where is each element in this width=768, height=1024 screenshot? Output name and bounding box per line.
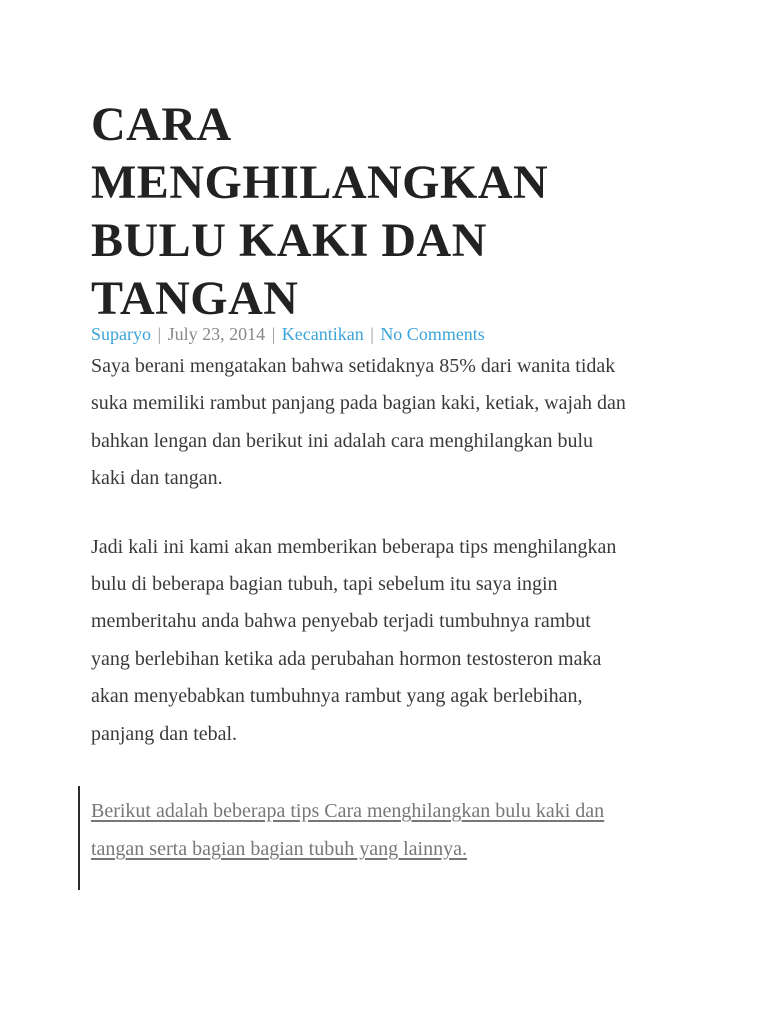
paragraph-intro — [91, 348, 691, 498]
paragraph-line: Saya berani mengatakan bahwa setidaknya 85% dari wanita tidak — [91, 355, 616, 377]
paragraph-line: yang berlebihan ketika ada perubahan hormon testosteron maka — [91, 647, 602, 670]
meta-separator: | — [271, 324, 276, 344]
blockquote-line[interactable]: Berikut adalah beberapa tips Cara menghilangkan bulu kaki dan — [91, 800, 605, 822]
blockquote-line[interactable]: tangan serta bagian bagian tubuh yang lainnya. — [91, 838, 467, 860]
paragraph-line: memberitahu anda bahwa penyebab terjadi tumbuhnya rambut — [91, 610, 591, 633]
article-title — [91, 96, 691, 328]
blockquote-link[interactable] — [91, 792, 604, 868]
comments-link[interactable]: No Comments — [380, 324, 485, 344]
paragraph-line: suka memiliki rambut panjang pada bagian kaki, ketiak, wajah dan — [91, 392, 626, 415]
paragraph-line: bahkan lengan dan berikut ini adalah cara menghilangkan bulu — [91, 429, 594, 452]
title-line: MENGHILANGKAN — [91, 156, 549, 209]
title-line: BULU KAKI DAN — [91, 214, 487, 267]
meta-separator: | — [370, 324, 374, 344]
category-link[interactable]: Kecantikan — [281, 324, 364, 344]
article — [91, 96, 691, 753]
blockquote — [78, 786, 700, 890]
title-line: CARA — [91, 98, 232, 151]
paragraph-line: panjang dan tebal. — [91, 722, 238, 745]
post-date: July 23, 2014 — [167, 324, 266, 344]
meta-separator: | — [157, 324, 162, 344]
post-meta — [91, 322, 691, 346]
author-link[interactable]: Suparyo — [91, 324, 151, 344]
paragraph-line: akan menyebabkan tumbuhnya rambut yang agak berlebihan, — [91, 685, 583, 708]
paragraph-body — [91, 529, 691, 753]
paragraph-line: kaki dan tangan. — [91, 467, 223, 490]
title-line: TANGAN — [91, 272, 299, 325]
paragraph-line: Jadi kali ini kami akan memberikan beberapa tips menghilangkan — [91, 535, 617, 558]
paragraph-line: bulu di beberapa bagian tubuh, tapi sebelum itu saya ingin — [91, 573, 558, 596]
